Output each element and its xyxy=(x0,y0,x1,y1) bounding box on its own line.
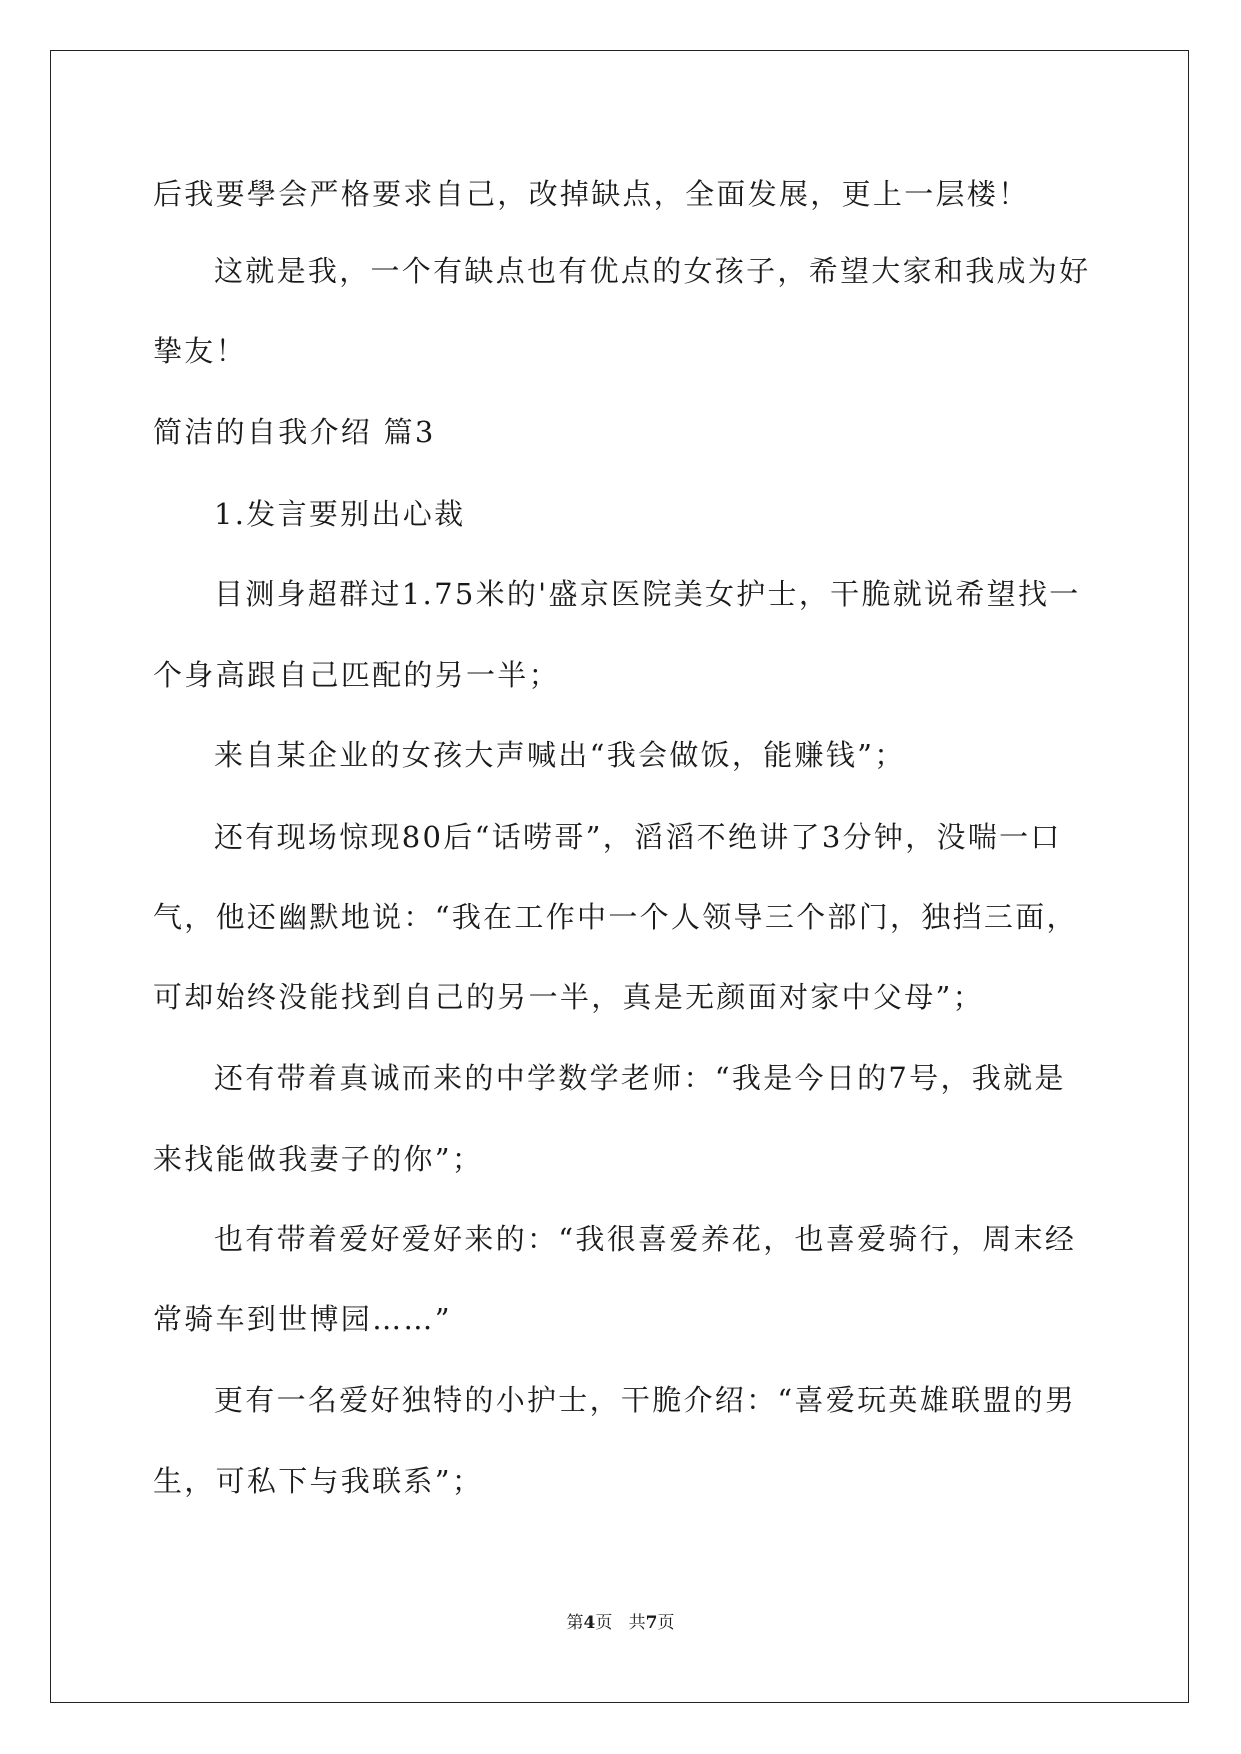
paragraph-line: 生，可私下与我联系”； xyxy=(153,1464,484,1498)
paragraph-line: 气，他还幽默地说：“我在工作中一个人领导三个部门，独挡三面， xyxy=(153,900,1078,934)
paragraph-line: 挚友！ xyxy=(153,334,247,368)
footer-prefix: 第 xyxy=(566,1613,584,1633)
footer-total-unit: 页 xyxy=(657,1613,675,1633)
paragraph-line: 后我要學会严格要求自己，改掉缺点，全面发展，更上一层楼！ xyxy=(153,177,1030,211)
paragraph-line: 目测身超群过1.75米的'盛京医院美女护士，干脆就说希望找一 xyxy=(214,577,1081,611)
section-heading: 简洁的自我介绍 篇3 xyxy=(153,415,436,449)
paragraph-line: 个身高跟自己匹配的另一半； xyxy=(153,658,560,692)
paragraph-line: 也有带着爱好爱好来的：“我很喜爱养花，也喜爱骑行，周末经 xyxy=(214,1222,1077,1256)
current-page-number: 4 xyxy=(583,1613,596,1633)
paragraph-line: 可却始终没能找到自己的另一半，真是无颜面对家中父母”； xyxy=(153,980,984,1014)
page-footer xyxy=(0,1608,1241,1633)
list-item-heading: 1.发言要别出心裁 xyxy=(214,497,466,531)
paragraph-line: 还有带着真诚而来的中学数学老师：“我是今日的7号，我就是 xyxy=(214,1061,1066,1095)
paragraph-line: 来找能做我妻子的你”； xyxy=(153,1142,484,1176)
paragraph-line: 更有一名爱好独特的小护士，干脆介绍：“喜爱玩英雄联盟的男 xyxy=(214,1383,1077,1417)
paragraph-line: 还有现场惊现80后“话唠哥”，滔滔不绝讲了3分钟，没喘一口 xyxy=(214,820,1062,854)
paragraph-line: 来自某企业的女孩大声喊出“我会做饭，能赚钱”； xyxy=(214,738,906,772)
total-page-number: 7 xyxy=(645,1613,658,1633)
paragraph-line: 这就是我，一个有缺点也有优点的女孩子，希望大家和我成为好 xyxy=(214,254,1091,288)
page-frame xyxy=(50,50,1189,1703)
footer-total-prefix: 共 xyxy=(628,1613,646,1633)
footer-page-unit: 页 xyxy=(595,1613,613,1633)
paragraph-line: 常骑车到世博园……” xyxy=(153,1302,452,1336)
